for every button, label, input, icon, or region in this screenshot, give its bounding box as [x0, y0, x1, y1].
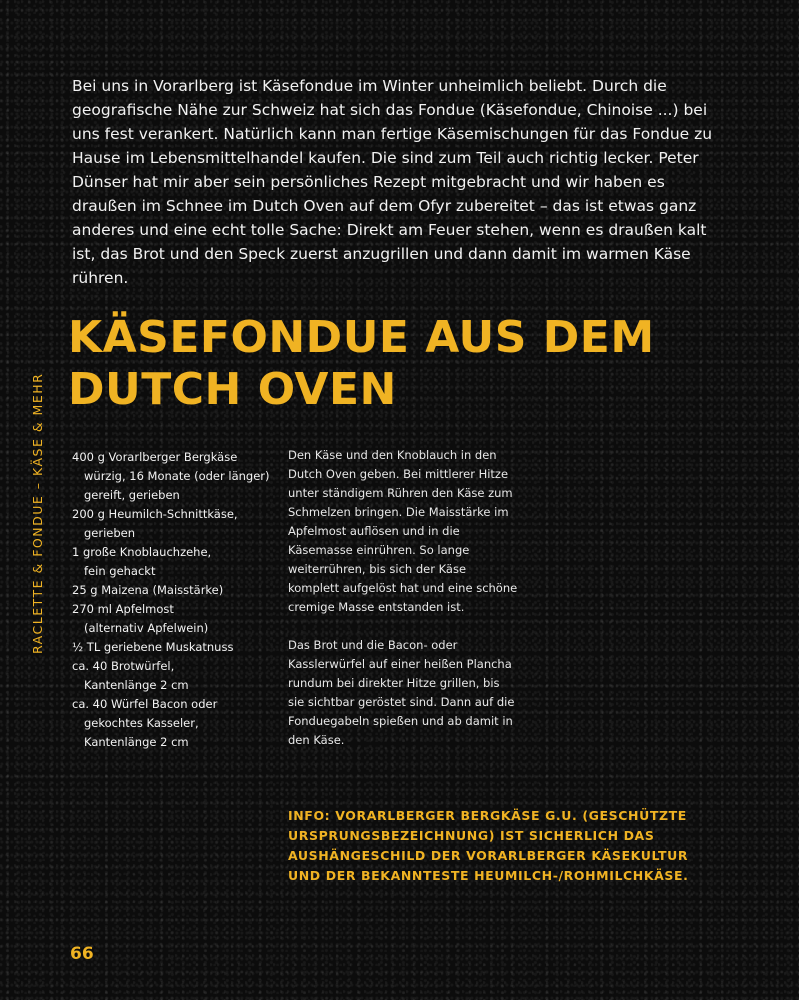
page-number: 66	[70, 944, 94, 964]
ingredient-item	[72, 448, 272, 505]
ingredient-line: 270 ml Apfelmost	[72, 602, 174, 616]
ingredient-item	[72, 505, 272, 543]
recipe-title-line-2: DUTCH OVEN	[68, 364, 397, 415]
ingredient-line: 400 g Vorarlberger Bergkäse	[72, 450, 238, 464]
recipe-title-line-1: KÄSEFONDUE AUS DEM	[68, 312, 655, 363]
ingredient-line: gereift, gerieben	[84, 488, 180, 502]
ingredient-line: 25 g Maizena (Maisstärke)	[72, 583, 224, 597]
ingredient-line: 1 große Knoblauchzehe,	[72, 545, 212, 559]
ingredients-list	[72, 448, 272, 752]
ingredient-line: ca. 40 Brotwürfel,	[72, 659, 175, 673]
ingredient-line: gerieben	[84, 526, 136, 540]
ingredient-line: fein gehackt	[84, 564, 156, 578]
ingredient-line: gekochtes Kasseler,	[84, 716, 199, 730]
ingredient-line: Kantenlänge 2 cm	[84, 678, 189, 692]
ingredient-line: (alternativ Apfelwein)	[84, 621, 209, 635]
ingredient-item	[72, 695, 272, 752]
recipe-title	[68, 312, 728, 416]
ingredient-item	[72, 581, 272, 600]
ingredient-item	[72, 638, 272, 657]
intro-paragraph: Bei uns in Vorarlberg ist Käsefondue im Winter unheimlich beliebt. Durch die geografische Nähe zur Schweiz hat sich das Fondue (Käsefondue, Chinoise ...) bei uns fest verankert. Natürlich kann man fertige Käsemischungen für das Fondue zu Hause im Lebensmittelhandel kaufen. Die sind zum Teil auch richtig lecker. Peter Dünser hat mir aber sein persönliches Rezept mitgebracht und wir haben es draußen im Schnee im Dutch Oven auf dem Ofyr zubereitet – das ist etwas ganz anderes und eine echt tolle Sache: Direkt am Feuer stehen, wenn es draußen kalt ist, das Brot und den Speck zuerst anzugrillen und dann damit im warmen Käse rühren.	[72, 77, 713, 287]
ingredient-line: würzig, 16 Monate (oder länger)	[84, 469, 270, 483]
method-step-2: Das Brot und die Bacon- oder Kasslerwürfel auf einer heißen Plancha rundum bei direkter Hitze grillen, bis sie sichtbar geröstet sind. Dann auf die Fonduegabeln spießen und ab damit in den Käse.	[288, 638, 515, 747]
chapter-side-label: RACLETTE & FONDUE – KÄSE & MEHR	[30, 372, 45, 654]
ingredient-item	[72, 543, 272, 581]
ingredient-line: ½ TL geriebene Muskatnuss	[72, 640, 234, 654]
ingredient-line: 200 g Heumilch-Schnittkäse,	[72, 507, 238, 521]
ingredient-line: Kantenlänge 2 cm	[84, 735, 189, 749]
method-instructions	[288, 446, 518, 769]
ingredient-item	[72, 657, 272, 695]
info-note: INFO: VORARLBERGER BERGKÄSE G.U. (GESCHÜTZTE URSPRUNGSBEZEICHNUNG) IST SICHERLICH DAS AUSHÄNGESCHILD DER VORARLBERGER KÄSEKULTUR UND DER BEKANNTESTE HEUMILCH-/ROHMILCHKÄSE.	[288, 808, 689, 883]
method-step-1: Den Käse und den Knoblauch in den Dutch Oven geben. Bei mittlerer Hitze unter ständigem Rühren den Käse zum Schmelzen bringen. Die Maisstärke im Apfelmost auflösen und in die Käsemasse einrühren. So lange weiterrühren, bis sich der Käse komplett aufgelöst hat und eine schöne cremige Masse entstanden ist.	[288, 448, 518, 614]
ingredient-line: ca. 40 Würfel Bacon oder	[72, 697, 218, 711]
ingredient-item	[72, 600, 272, 638]
